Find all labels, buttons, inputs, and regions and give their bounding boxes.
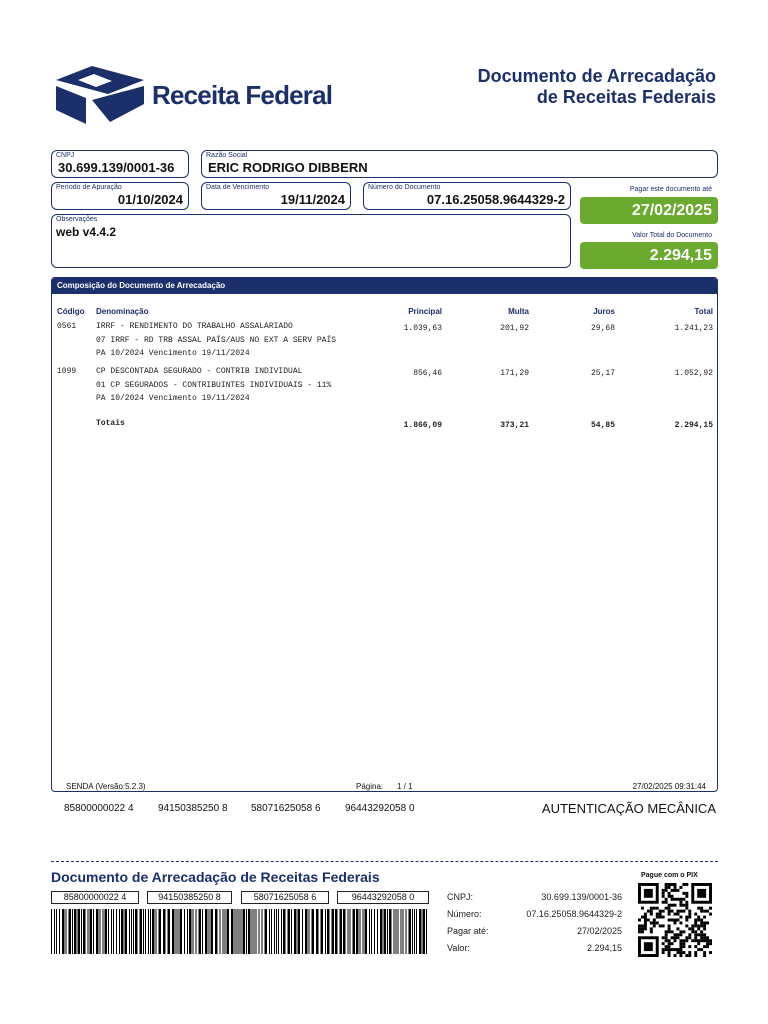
receita-federal-logo-icon (52, 64, 148, 126)
autenticacao-mecanica: AUTENTICAÇÃO MECÂNICA (541, 801, 716, 816)
row-principal: 1.039,63 (403, 324, 442, 333)
periodo-value: 01/10/2024 (117, 192, 183, 207)
cut-line (51, 861, 718, 862)
observacoes-field (51, 214, 571, 268)
row-multa: 171,29 (500, 369, 529, 378)
numero-documento-value: 07.16.25058.9644329-2 (426, 192, 565, 207)
stub-info-value: 27/02/2025 (576, 926, 622, 936)
stub-info-label: CNPJ: (447, 892, 474, 902)
col-juros: Juros (593, 307, 615, 316)
stub-info-value: 07.16.25058.9644329-2 (526, 909, 622, 919)
row-codigo: 1099 (57, 367, 77, 376)
totais-multa: 373,21 (500, 421, 529, 430)
vencimento-value: 19/11/2024 (280, 192, 345, 207)
row-denominacao-line: 07 IRRF - RD TRB ASSAL PAÍS/AUS NO EXT A SERV PAÍS (96, 336, 337, 345)
stub-info-value: 2.294,15 (586, 943, 622, 953)
pagina-label: Página: (356, 782, 384, 791)
stub-info-label: Pagar até: (447, 926, 489, 936)
cnpj-value: 30.699.139/0001-36 (58, 160, 175, 175)
pix-qr-code-icon (638, 883, 712, 957)
row-total: 1.241,23 (674, 324, 713, 333)
totais-juros: 54,85 (590, 421, 615, 430)
razao-social-value: ERIC RODRIGO DIBBERN (208, 160, 368, 175)
row-juros: 25,17 (590, 369, 615, 378)
razao-social-label: Razão Social (206, 152, 248, 159)
row-total: 1.052,92 (674, 369, 713, 378)
vencimento-field (201, 182, 351, 210)
doc-title-line2: de Receitas Federais (536, 87, 716, 107)
observacoes-value: web v4.4.2 (56, 225, 117, 239)
stub-info-value: 30.699.139/0001-36 (541, 892, 622, 902)
stub-title: Documento de Arrecadação de Receitas Federais (51, 869, 380, 885)
col-principal: Principal (408, 307, 442, 316)
timestamp: 27/02/2025 09:31:44 (632, 782, 706, 791)
row-principal: 856,46 (413, 369, 442, 378)
barcode-digits-group: 96443292058 0 (345, 803, 415, 814)
row-denominacao-line: 01 CP SEGURADOS - CONTRIBUINTES INDIVIDUAIS - 11% (96, 381, 332, 390)
valor-total-label: Valor Total do Documento (632, 232, 712, 239)
row-juros: 29,68 (590, 324, 615, 333)
pagar-ate-label: Pagar este documento até (629, 186, 712, 193)
row-denominacao-line: PA 10/2024 Vencimento 19/11/2024 (96, 394, 250, 403)
totais-total: 2.294,15 (674, 421, 713, 430)
numero-documento-label: Número do Documento (368, 184, 441, 191)
periodo-field (51, 182, 189, 210)
stub-barcode-group: 58071625058 6 (241, 891, 329, 904)
stub-info-label: Número: (447, 909, 482, 919)
barcode-digits-group: 94150385250 8 (158, 803, 228, 814)
valor-total-value: 2.294,15 (580, 242, 718, 269)
col-codigo: Código (57, 307, 85, 316)
periodo-label: Período de Apuração (56, 184, 122, 191)
barcode-digits-group: 58071625058 6 (251, 803, 321, 814)
col-denominacao: Denominação (96, 307, 149, 316)
pix-label: Pague com o PIX (641, 872, 698, 879)
pagar-ate-value: 27/02/2025 (580, 197, 718, 224)
brand-name: Receita Federal (152, 80, 333, 110)
barcode-digits-group: 85800000022 4 (64, 803, 134, 814)
razao-social-field (201, 150, 718, 178)
col-multa: Multa (508, 307, 529, 316)
pagina-value: 1 / 1 (397, 782, 413, 791)
stub-barcode-group: 96443292058 0 (337, 891, 429, 904)
cnpj-label: CNPJ (56, 152, 75, 159)
stub-barcode-group: 94150385250 8 (147, 891, 232, 904)
barcode-icon (51, 909, 430, 954)
observacoes-label: Observações (56, 216, 98, 223)
row-multa: 201,92 (500, 324, 529, 333)
cnpj-field (51, 150, 189, 178)
col-total: Total (694, 307, 713, 316)
senda-version: SENDA (Versão:5.2.3) (66, 782, 146, 791)
stub-info-label: Valor: (447, 943, 470, 953)
row-denominacao-line: CP DESCONTADA SEGURADO - CONTRIB INDIVIDUAL (96, 367, 303, 376)
totais-principal: 1.866,09 (403, 421, 442, 430)
vencimento-label: Data de Vencimento (206, 184, 270, 191)
doc-title-line1: Documento de Arrecadação (477, 66, 716, 86)
stub-barcode-group: 85800000022 4 (51, 891, 139, 904)
row-denominacao-line: PA 10/2024 Vencimento 19/11/2024 (96, 349, 250, 358)
row-denominacao-line: IRRF - RENDIMENTO DO TRABALHO ASSALARIADO (96, 322, 293, 331)
totais-label: Totais (96, 419, 125, 428)
row-codigo: 0561 (57, 322, 77, 331)
numero-documento-field (363, 182, 571, 210)
composicao-title: Composição do Documento de Arrecadação (52, 278, 717, 294)
